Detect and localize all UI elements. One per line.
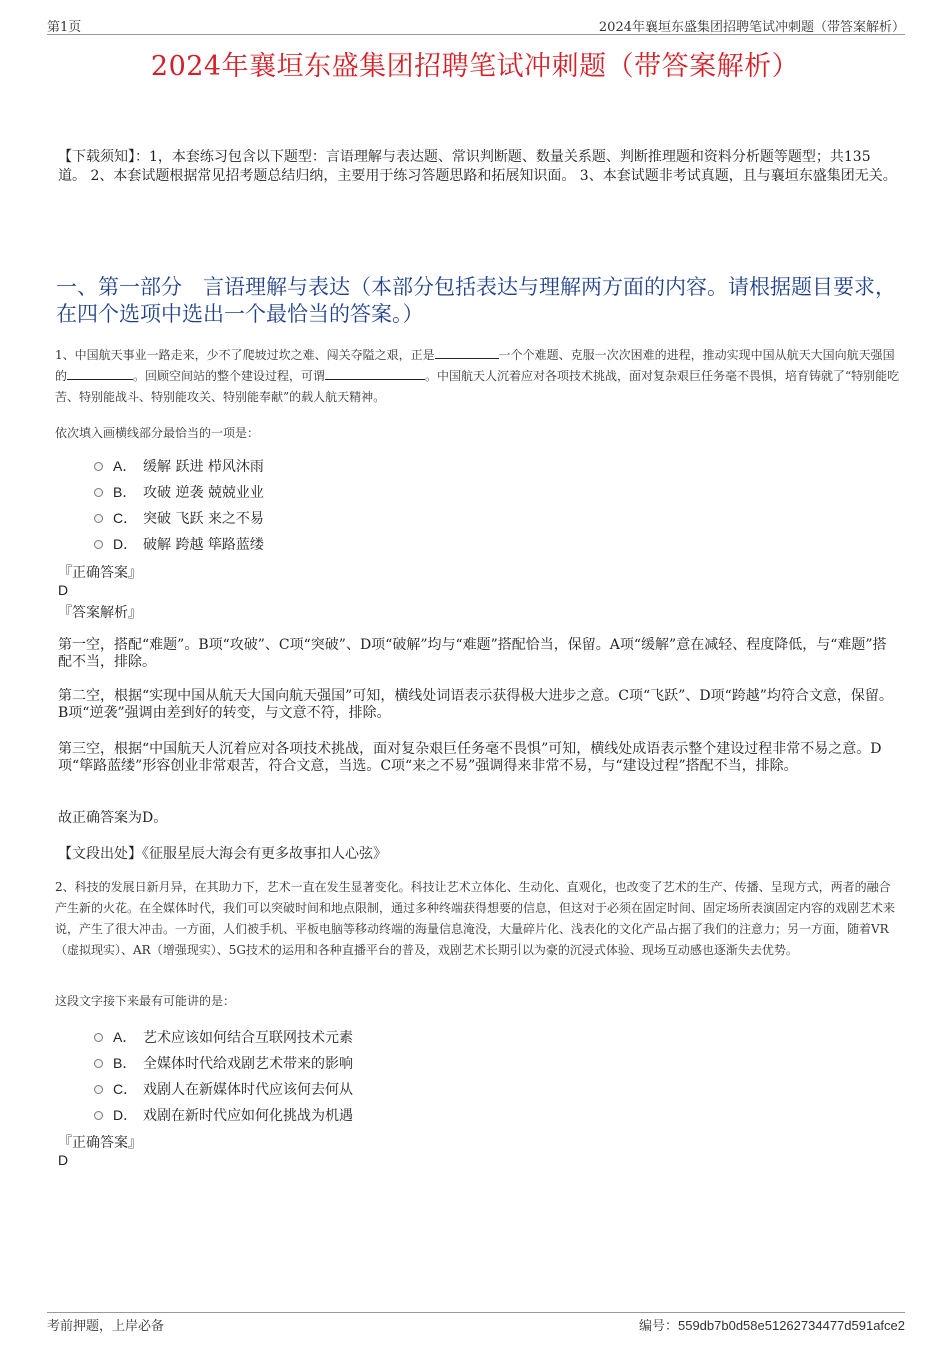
analysis-conclusion: 故正确答案为D。 <box>58 810 168 826</box>
option-c[interactable]: C． 戏剧人在新媒体时代应该何去何从 <box>94 1076 353 1102</box>
question-1-prompt: 依次填入画横线部分最恰当的一项是： <box>55 426 260 440</box>
option-d[interactable]: D． 破解 跨越 筚路蓝缕 <box>94 531 264 557</box>
radio-icon[interactable] <box>94 488 103 497</box>
analysis-paragraph: 第三空，根据“中国航天人沉着应对各项技术挑战，面对复杂艰巨任务毫不畏惧”可知，横线处成语表示整个建设过程非常不易之意。D项“筚路蓝缕”形容创业非常艰苦，符合文意，当选。C项“来之不易”强调得来非常不易，与“建设过程”搭配不当，排除。 <box>58 741 882 774</box>
passage-source: 【文段出处】《征服星辰大海会有更多故事扣人心弦》 <box>58 846 387 862</box>
correct-answer-label: 『正确答案』 <box>58 565 142 581</box>
option-b[interactable]: B． 攻破 逆袭 兢兢业业 <box>94 479 264 505</box>
analysis-paragraph: 第一空，搭配“难题”。B项“攻破”、C项“突破”、D项“破解”均与“难题”搭配恰当，保留。A项“缓解”意在减轻、程度降低，与“难题”搭配不当，排除。 <box>58 637 887 670</box>
correct-answer: D <box>58 582 69 598</box>
question-2-prompt: 这段文字接下来最有可能讲的是： <box>55 994 236 1008</box>
footer-code: 编号：559db7b0d58e51262734477d591afce2 <box>638 1318 905 1334</box>
option-a[interactable]: A． 艺术应该如何结合互联网技术元素 <box>94 1024 353 1050</box>
radio-icon[interactable] <box>94 514 103 523</box>
option-d[interactable]: D． 戏剧在新时代应如何化挑战为机遇 <box>94 1102 353 1128</box>
blank-3 <box>325 367 425 380</box>
analysis-label: 『答案解析』 <box>58 605 142 621</box>
radio-icon[interactable] <box>94 1033 103 1042</box>
blank-2 <box>67 367 133 380</box>
option-b[interactable]: B． 全媒体时代给戏剧艺术带来的影响 <box>94 1050 353 1076</box>
correct-answer: D <box>58 1152 69 1168</box>
page-header <box>47 14 905 35</box>
question-1-text: 1、中国航天事业一路走来，少不了爬坡过坎之难、闯关夺隘之艰，正是 一个个难题、克服一次次困难的进程，推动实现中国从航天大国向航天强国的 。回顾空间站的整个建设过程，可谓 。中国航天人沉着应对各项技术挑战，面对复杂艰巨任务毫不畏惧，培育铸就了“特别能吃苦、特别能战斗、特别能攻关、特别能奉献”的载人航天精神。 <box>55 348 900 404</box>
question-2-text: 2、科技的发展日新月异，在其助力下，艺术一直在发生显著变化。科技让艺术立体化、生动化、直观化，也改变了艺术的生产、传播、呈现方式，两者的融合产生新的火花。在全媒体时代，我们可以突破时间和地点限制，通过多种终端获得想要的信息，但这对于必须在固定时间、固定场所表演固定内容的戏剧艺术来说，产生了很大冲击。一方面，人们被手机、平板电脑等移动终端的海量信息淹没，大量碎片化、浅表化的文化产品占据了我们的注意力；另一方面，随着VR（虚拟现实）、AR（增强现实）、5G技术的运用和各种直播平台的普及，戏剧艺术长期引以为豪的沉浸式体验、现场互动感也逐渐失去优势。 <box>55 880 896 957</box>
correct-answer-label: 『正确答案』 <box>58 1135 142 1151</box>
header-doc-title: 2024年襄垣东盛集团招聘笔试冲刺题（带答案解析） <box>598 20 905 35</box>
document-title: 2024年襄垣东盛集团招聘笔试冲刺题（带答案解析） <box>150 51 800 82</box>
radio-icon[interactable] <box>94 1085 103 1094</box>
analysis-paragraph: 第二空，根据“实现中国从航天大国向航天强国”可知，横线处词语表示获得极大进步之意。C项“飞跃”、D项“跨越”均符合文意，保留。B项“逆袭”强调由差到好的转变，与文意不符，排除。 <box>58 688 893 721</box>
blank-1 <box>435 346 499 359</box>
option-a[interactable]: A． 缓解 跃进 栉风沐雨 <box>94 453 264 479</box>
radio-icon[interactable] <box>94 1059 103 1068</box>
footer-slogan: 考前押题，上岸必备 <box>47 1319 165 1334</box>
question-2-options <box>94 1024 353 1128</box>
radio-icon[interactable] <box>94 462 103 471</box>
radio-icon[interactable] <box>94 540 103 549</box>
page-footer <box>47 1312 905 1333</box>
download-notice: 【下载须知】：1，本套练习包含以下题型：言语理解与表达题、常识判断题、数量关系题、判断推理题和资料分析题等题型；共135道。 2、本套试题根据常见招考题总结归纳，主要用于练习答题思路和拓展知识面。 3、本套试题非考试真题，且与襄垣东盛集团无关。 <box>58 149 897 184</box>
option-c[interactable]: C． 突破 飞跃 来之不易 <box>94 505 264 531</box>
radio-icon[interactable] <box>94 1111 103 1120</box>
question-1-options <box>94 453 264 557</box>
page-number: 第1页 <box>47 20 82 35</box>
section-heading: 一、第一部分 言语理解与表达（本部分包括表达与理解两方面的内容。请根据题目要求，在四个选项中选出一个最恰当的答案。） <box>56 275 896 326</box>
